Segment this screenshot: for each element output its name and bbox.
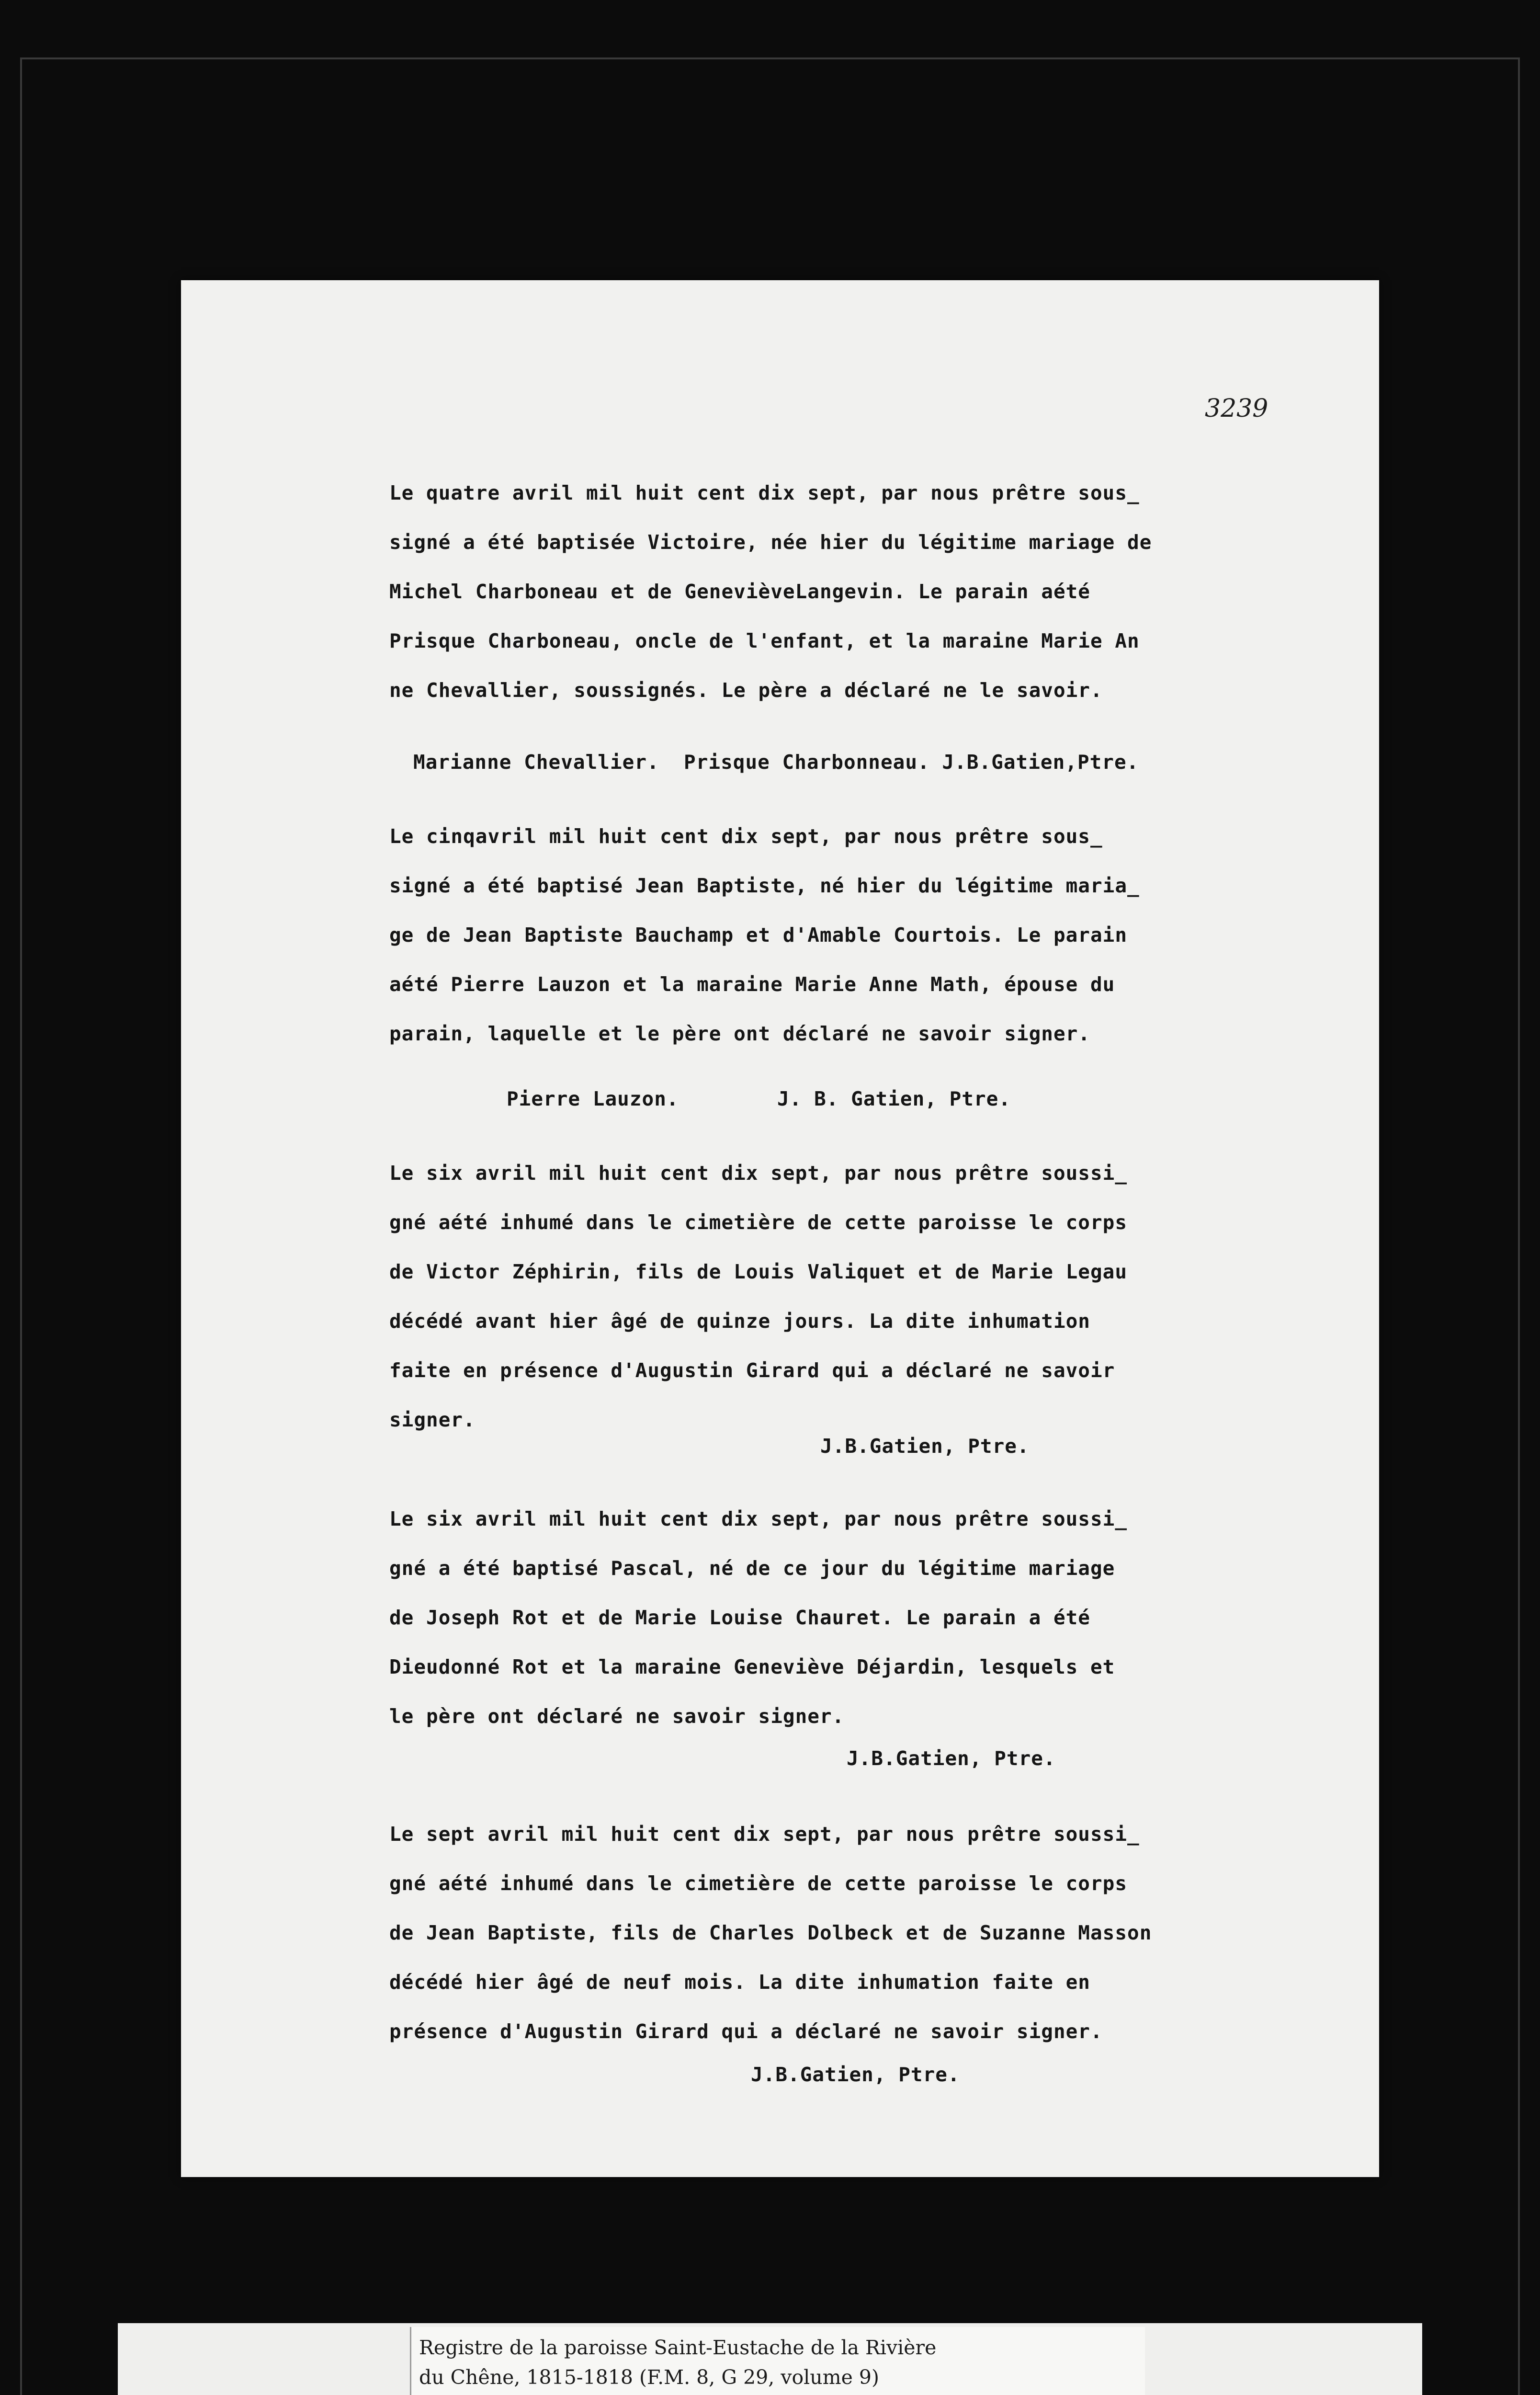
entry-1-line-3: Michel Charboneau et de GenevièveLangevin. Le parain aété: [389, 580, 1090, 603]
entry-3-line-4: décédé avant hier âgé de quinze jours. La dite inhumation: [389, 1310, 1090, 1333]
entry-2-line-4: aété Pierre Lauzon et la maraine Marie Anne Math, épouse du: [389, 973, 1115, 996]
entry-5-line-3: de Jean Baptiste, fils de Charles Dolbeck et de Suzanne Masson: [389, 1921, 1152, 1944]
caption-line-2: du Chêne, 1815-1818 (F.M. 8, G 29, volume 9): [419, 2366, 879, 2389]
entry-4-line-4: Dieudonné Rot et la maraine Geneviève Déjardin, lesquels et: [389, 1655, 1115, 1678]
entry-4-line-3: de Joseph Rot et de Marie Louise Chauret. Le parain a été: [389, 1606, 1090, 1629]
entry-4-line-2: gné a été baptisé Pascal, né de ce jour du légitime mariage: [389, 1557, 1115, 1580]
entry-2-line-3: ge de Jean Baptiste Bauchamp et d'Amable Courtois. Le parain: [389, 924, 1128, 947]
entry-1-line-1: Le quatre avril mil huit cent dix sept, par nous prêtre sous_: [389, 481, 1140, 504]
entry-4-line-1: Le six avril mil huit cent dix sept, par nous prêtre soussi_: [389, 1507, 1128, 1530]
archive-caption: [410, 2327, 1145, 2395]
entry-3-line-3: de Victor Zéphirin, fils de Louis Valiquet et de Marie Legau: [389, 1260, 1128, 1283]
entry-4-signature: J.B.Gatien, Ptre.: [847, 1747, 1056, 1770]
entry-5-line-2: gné aété inhumé dans le cimetière de cette paroisse le corps: [389, 1872, 1128, 1895]
archive-label-card: [118, 2323, 1422, 2395]
register-entries: [181, 280, 1379, 2177]
register-sheet: [181, 280, 1379, 2177]
entry-1-line-2: signé a été baptisée Victoire, née hier du légitime mariage de: [389, 531, 1152, 554]
entry-5-signature: J.B.Gatien, Ptre.: [751, 2063, 960, 2086]
entry-4-line-5: le père ont déclaré ne savoir signer.: [389, 1705, 845, 1728]
entry-3-line-6: signer.: [389, 1408, 476, 1431]
entry-2-line-1: Le cinqavril mil huit cent dix sept, par nous prêtre sous_: [389, 825, 1103, 848]
entry-1-line-5: ne Chevallier, soussignés. Le père a déclaré ne le savoir.: [389, 679, 1103, 702]
entry-1-signature: Marianne Chevallier. Prisque Charbonneau. J.B.Gatien,Ptre.: [413, 751, 1139, 774]
entry-3-line-2: gné aété inhumé dans le cimetière de cette paroisse le corps: [389, 1211, 1128, 1234]
page-number: 3239: [1205, 394, 1268, 423]
caption-line-1: Registre de la paroisse Saint-Eustache de la Rivière: [419, 2336, 937, 2359]
entry-5-line-1: Le sept avril mil huit cent dix sept, par nous prêtre soussi_: [389, 1823, 1140, 1846]
entry-3-signature: J.B.Gatien, Ptre.: [820, 1435, 1030, 1458]
entry-2-signature: Pierre Lauzon. J. B. Gatien, Ptre.: [507, 1087, 1011, 1110]
entry-2-line-2: signé a été baptisé Jean Baptiste, né hier du légitime maria_: [389, 874, 1140, 897]
entry-5-line-4: décédé hier âgé de neuf mois. La dite inhumation faite en: [389, 1971, 1090, 1994]
entry-5-line-5: présence d'Augustin Girard qui a déclaré ne savoir signer.: [389, 2020, 1103, 2043]
entry-3-line-5: faite en présence d'Augustin Girard qui a déclaré ne savoir: [389, 1359, 1115, 1382]
entry-3-line-1: Le six avril mil huit cent dix sept, par nous prêtre soussi_: [389, 1162, 1128, 1185]
entry-2-line-5: parain, laquelle et le père ont déclaré ne savoir signer.: [389, 1022, 1090, 1045]
entry-1-line-4: Prisque Charboneau, oncle de l'enfant, et la maraine Marie An: [389, 629, 1140, 652]
